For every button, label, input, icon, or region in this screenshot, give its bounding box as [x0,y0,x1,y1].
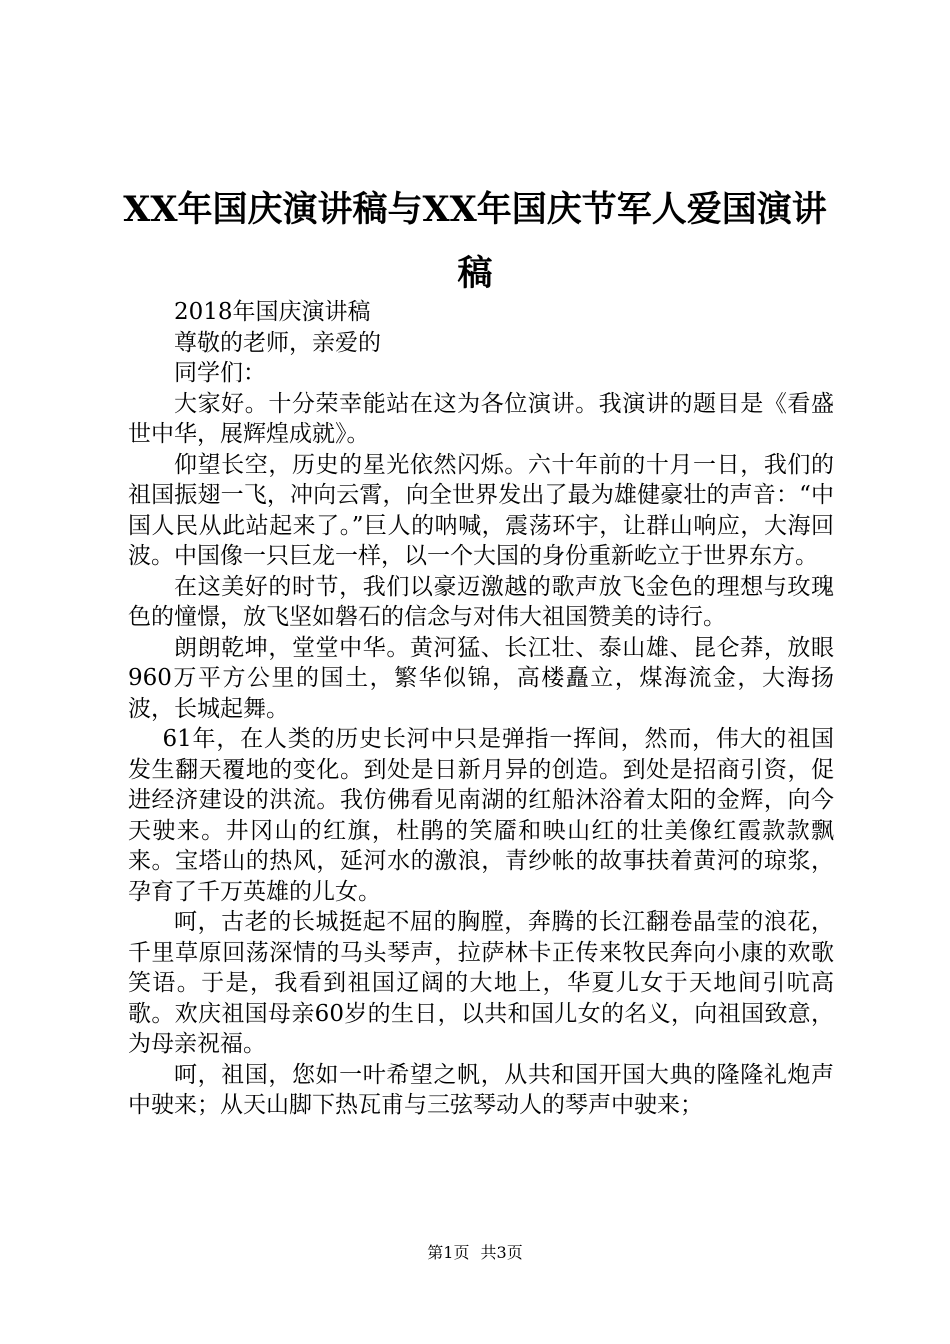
paragraph: 61年，在人类的历史长河中只是弹指一挥间，然而，伟大的祖国发生翻天覆地的变化。到处是日新月异的创造。到处是招商引资，促进经济建设的洪流。我仿佛看见南湖的红船沐浴着太阳的金辉，向今天驶来。井冈山的红旗，杜鹃的笑靥和映山红的壮美像红霞款款飘来。宝塔山的热风，延河水的激浪，青纱帐的故事扶着黄河的琼浆，孕育了千万英雄的儿女。 [128,726,834,905]
paragraph-salutation-1: 尊敬的老师，亲爱的 [174,329,381,356]
page-footer [0,1243,950,1263]
document-title: XX年国庆演讲稿与XX年国庆节军人爱国演讲稿 [123,189,827,294]
paragraph: 大家好。十分荣幸能站在这为各位演讲。我演讲的题目是《看盛世中华，展辉煌成就》。 [128,390,834,447]
paragraph: 仰望长空，历史的星光依然闪烁。六十年前的十月一日，我们的祖国振翅一飞，冲向云霄，向全世界发出了最为雄健豪壮的声音：“中国人民从此站起来了。”巨人的呐喊，震荡环宇，让群山响应，大海回波。中国像一只巨龙一样，以一个大国的身份重新屹立于世界东方。 [128,451,834,569]
paragraph: 朗朗乾坤，堂堂中华。黄河猛、长江壮、泰山雄、昆仑莽，放眼960万平方公里的国土，繁华似锦，高楼矗立，煤海流金，大海扬波，长城起舞。 [128,634,834,722]
paragraph: 在这美好的时节，我们以豪迈激越的歌声放飞金色的理想与玫瑰色的憧憬，放飞坚如磐石的信念与对伟大祖国赞美的诗行。 [128,573,834,630]
paragraph-subtitle: 2018年国庆演讲稿 [174,299,371,325]
document-body [128,297,834,1121]
paragraph: 呵，古老的长城挺起不屈的胸膛，奔腾的长江翻卷晶莹的浪花，千里草原回荡深情的马头琴声，拉萨林卡正传来牧民奔向小康的欢歌笑语。于是，我看到祖国辽阔的大地上，华夏儿女于天地间引吭高歌。欢庆祖国母亲60岁的生日，以共和国儿女的名义，向祖国致意，为母亲祝福。 [128,909,834,1057]
paragraph-salutation-2: 同学们： [174,360,266,386]
paragraph: 呵，祖国，您如一叶希望之帆，从共和国开国大典的隆隆礼炮声中驶来；从天山脚下热瓦甫与三弦琴动人的琴声中驶来； [128,1061,834,1118]
page-number-current: 第1页 [427,1243,470,1262]
page-number-total: 共3页 [480,1243,523,1262]
